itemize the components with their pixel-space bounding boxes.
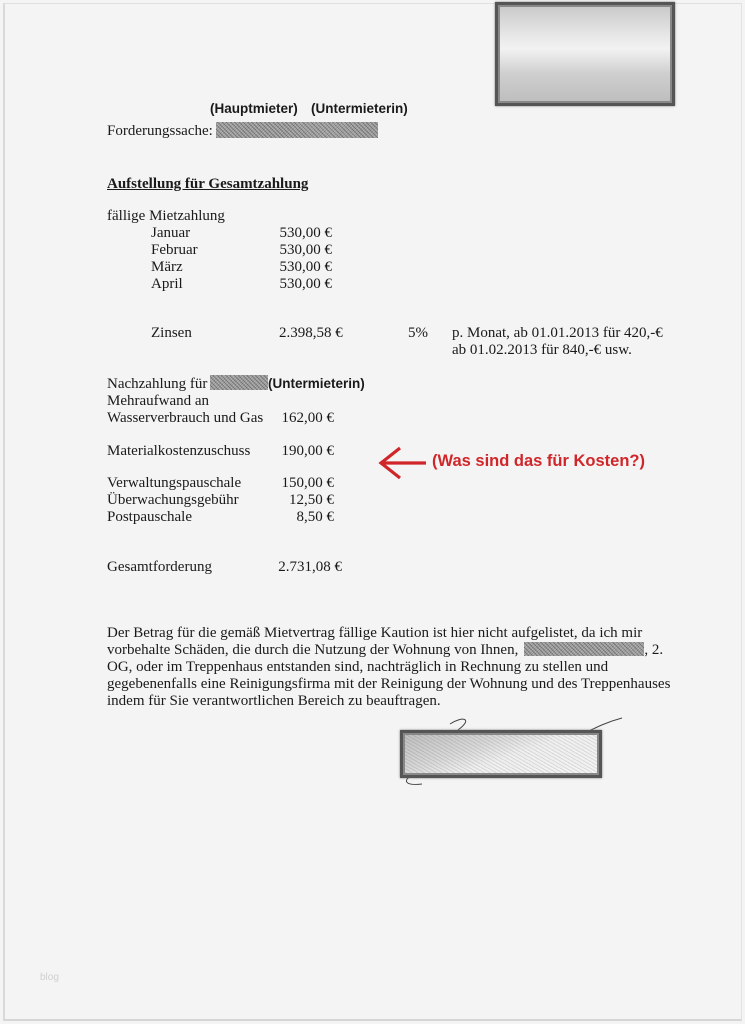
annotation-question: (Was sind das für Kosten?) <box>432 452 645 470</box>
watermark: blog <box>40 972 59 983</box>
fee-amount: 150,00 € <box>281 475 334 491</box>
paragraph-line: Der Betrag für die gemäß Mietvertrag fällige Kaution ist hier nicht aufgelistet, da ich mir <box>107 625 643 641</box>
annotation-hauptmieter: (Hauptmieter) <box>210 101 298 116</box>
rent-month-label: Januar <box>151 225 191 241</box>
back-payment-line3: Wasserverbrauch und Gas <box>107 410 264 426</box>
rent-label: fällige Mietzahlung <box>107 208 225 224</box>
back-payment-amount: 162,00 € <box>281 410 334 426</box>
paragraph-line-text: , 2. <box>644 642 664 658</box>
forderungssache-label: Forderungssache: <box>107 123 213 139</box>
total-amount: 2.731,08 € <box>278 559 342 575</box>
interest-rate: 5% <box>408 325 428 341</box>
paragraph-line: OG, oder im Treppenhaus entstanden sind, nachträglich in Rechnung zu stellen und <box>107 659 609 675</box>
rent-month-label: April <box>151 276 183 292</box>
rent-month-amount: 530,00 € <box>279 242 332 258</box>
paragraph-line: gegebenenfalls eine Reinigungsfirma mit der Reinigung der Wohnung und des Treppenhauses <box>107 676 671 692</box>
annotation-untermieterin: (Untermieterin) <box>311 101 408 116</box>
annotation-untermieterin-2: (Untermieterin) <box>268 376 365 391</box>
fee-label: Materialkostenzuschuss <box>107 443 251 459</box>
redacted-address-block <box>495 2 675 106</box>
fee-label: Überwachungsgebühr <box>107 492 239 508</box>
interest-note-line1: p. Monat, ab 01.01.2013 für 420,-€ <box>452 325 663 341</box>
paragraph-line-text: vorbehalte Schäden, die durch die Nutzung der Wohnung von Ihnen, <box>107 642 519 658</box>
fee-label: Verwaltungspauschale <box>107 475 242 491</box>
fee-amount: 8,50 € <box>296 509 334 525</box>
back-payment-label: Nachzahlung für <box>107 376 208 392</box>
fee-amount: 190,00 € <box>281 443 334 459</box>
redacted-signature <box>400 730 602 778</box>
redacted-tenant-name <box>210 375 268 390</box>
rent-month-amount: 530,00 € <box>279 259 332 275</box>
fee-label: Postpauschale <box>107 509 192 525</box>
paragraph-line <box>107 642 664 659</box>
interest-note-line2: ab 01.02.2013 für 840,-€ usw. <box>452 342 632 358</box>
interest-label: Zinsen <box>151 325 192 341</box>
back-payment-line2: Mehraufwand an <box>107 393 210 409</box>
rent-month-label: März <box>151 259 183 275</box>
rent-month-amount: 530,00 € <box>279 225 332 241</box>
paragraph-line: indem für Sie verantwortlichen Bereich zu beauftragen. <box>107 693 441 709</box>
redacted-forderungssache <box>216 122 378 138</box>
left-arrow-icon <box>376 446 428 480</box>
redacted-address-inline <box>524 642 644 656</box>
section-title: Aufstellung für Gesamtzahlung <box>107 176 309 192</box>
rent-month-amount: 530,00 € <box>279 276 332 292</box>
total-label: Gesamtforderung <box>107 559 212 575</box>
deposit-paragraph <box>107 625 671 710</box>
fee-amount: 12,50 € <box>289 492 334 508</box>
rent-month-label: Februar <box>151 242 198 258</box>
interest-amount: 2.398,58 € <box>279 325 343 341</box>
